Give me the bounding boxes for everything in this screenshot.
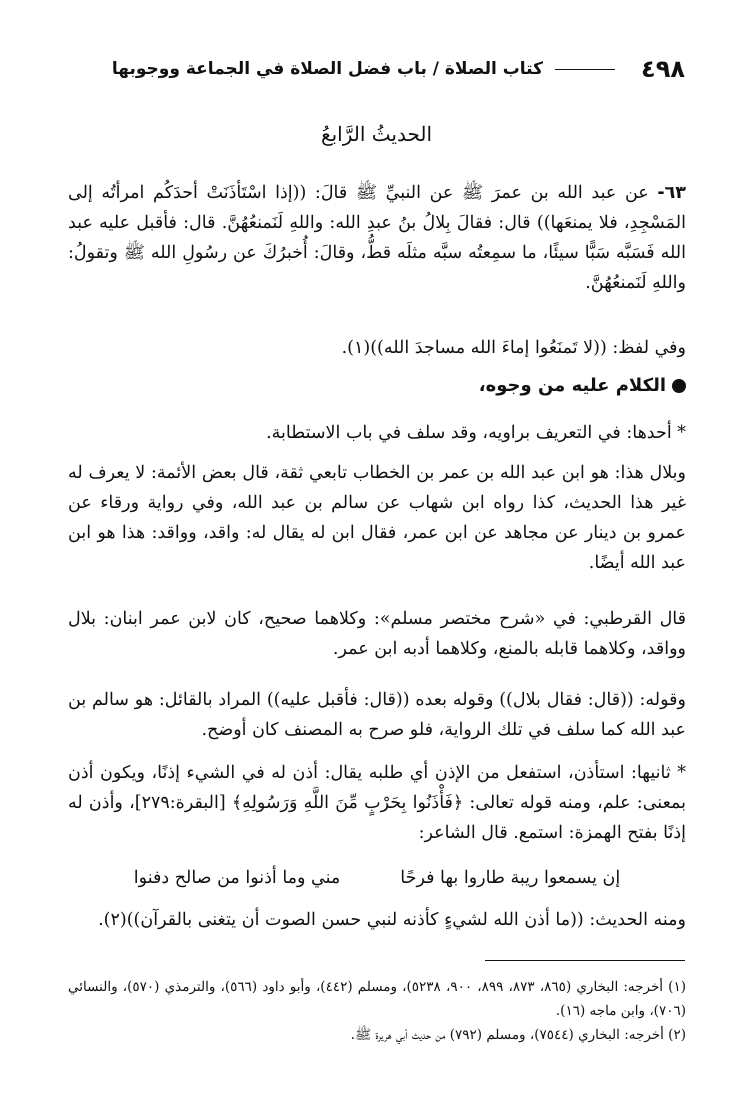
section-heading-text: الكلام عليه من وجوه، — [478, 375, 666, 396]
hadith-number: ٦٣- — [657, 183, 686, 203]
page-number: ٤٩٨ — [641, 55, 685, 83]
poem-hemistich-1: إن يسمعوا ريبة طاروا بها فرحًا — [400, 868, 621, 888]
hadith-text — [68, 178, 686, 298]
closing-paragraph: ومنه الحديث: ((ما أذن الله لشيءٍ كأذنه لنبي حسن الصوت أن يتغنى بالقرآن))(٢). — [98, 910, 686, 930]
paragraph: وبلال هذا: هو ابن عبد الله بن عمر بن الخطاب تابعي ثقة، قال بعض الأئمة: لا يعرف له غير هذا الحديث، كذا رواه ابن شهاب عن سالم بن عبد الله، وفي رواية ورقاء عن عمرو بن دينار عن مجاهد عن ابن عمر، فقال ابن له يقال له: واقد، وواقد: هذا هو ابن عبد الله أيضًا. — [68, 463, 686, 573]
header-rule — [555, 69, 615, 70]
paragraph: * ثانيها: استأذن، استفعل من الإذن أي طلبه يقال: أذن له في الشيء إذنًا، ويكون أذن بمعنى: علم، ومنه قوله تعالى: ﴿فَأْذَنُوا بِحَرْبٍ مِّنَ اللَّهِ وَرَسُولِهِ﴾ [البقرة:٢٧٩]، وأذن له إذنًا بفتح الهمزة: استمع. قال الشاعر: — [68, 763, 686, 843]
paragraph: وقوله: ((قال: فقال بلال)) وقوله بعده ((قال: فأقبل عليه)) المراد بالقائل: هو سالم بن عبد الله كما سلف في تلك الرواية، فلو صرح به المصنف كان أوضح. — [68, 690, 686, 740]
variant-wording: وفي لفظ: ((لا تَمنَعُوا إماءَ الله مساجدَ الله))(١). — [341, 338, 686, 358]
poem-verse — [68, 868, 686, 888]
footnote-1: (١) أخرجه: البخاري (٨٦٥، ٨٧٣، ٨٩٩، ٩٠٠، ٥٢٣٨)، ومسلم (٤٤٢)، وأبو داود (٥٦٦)، والترمذي (٥٧٠)، والنسائي (٧٠٦)، وابن ماجه (١٦). — [68, 979, 687, 1019]
poem-hemistich-2: مني وما أذنوا من صالح دفنوا — [133, 868, 341, 888]
paragraph: * أحدها: في التعريف براويه، وقد سلف في باب الاستطابة. — [266, 423, 686, 443]
section-heading — [68, 375, 686, 396]
hadith-title: الحديثُ الرَّابعُ — [320, 122, 433, 146]
paragraph: قال القرطبي: في «شرح مختصر مسلم»: وكلاهما صحيح، كان لابن عمر ابنان: بلال وواقد، وكلاهما قابله بالمنع، وكلاهما أدبه ابن عمر. — [68, 609, 686, 659]
hadith-body: عن عبد الله بن عمرَ ﷺ عن النبيِّ ﷺ قالَ: ((إذا اسْتَأذَنَتْ أحدَكُم امرأتُه إلى المَسْجِدِ، فلا يمنعَها)) قال: فقالَ بِلالُ بنُ عبدِ الله: واللهِ لَنَمنعُهُنَّ. قال: فأقبل عليه عبد الله فَسَبَّه سَبًّا سيئًا، ما سمِعتُه سبَّه مثلَه قطُّ، وقالَ: أُخبرُكَ عن رسُولِ الله ﷺ وتقولُ: واللهِ لَنَمنعُهُنَّ. — [68, 183, 686, 293]
running-title: كتاب الصلاة / باب فضل الصلاة في الجماعة ووجوبها — [111, 59, 543, 79]
bullet-icon — [672, 379, 686, 393]
running-header — [60, 55, 685, 87]
footnote-2: (٢) أخرجه: البخاري (٧٥٤٤)، ومسلم (٧٩٢) من حديث أبي هريرة ﷺ. — [350, 1027, 686, 1043]
footnotes — [68, 975, 686, 1047]
footnote-rule — [485, 960, 685, 961]
